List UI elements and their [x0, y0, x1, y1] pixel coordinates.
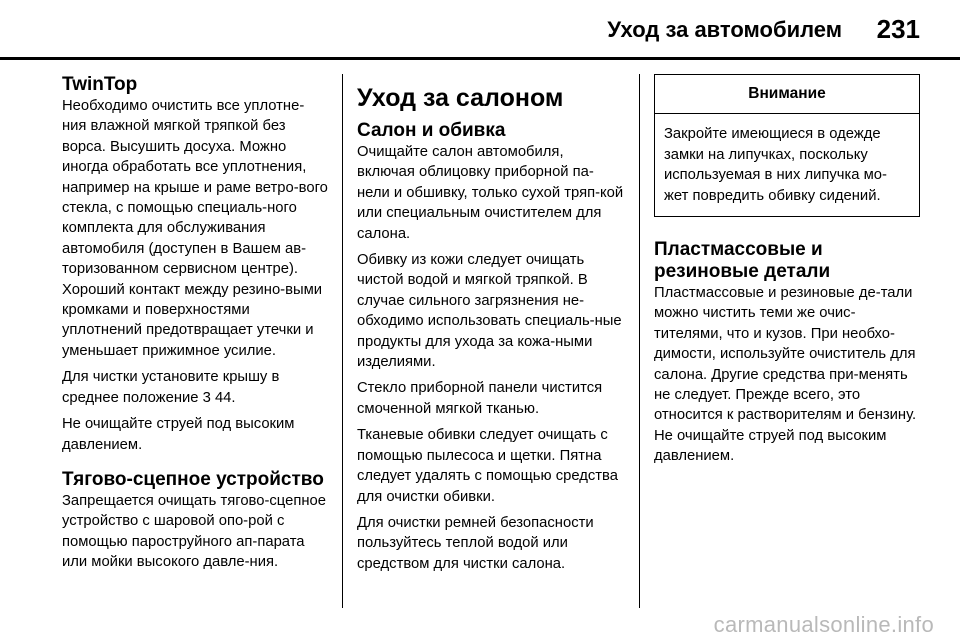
column-left — [62, 74, 328, 579]
watermark: carmanualsonline.info — [713, 612, 934, 637]
paragraph-towbar: Запрещается очищать тягово-сцепное устройство с шаровой опо-рой с помощью пароструйного ап-парата или мойки высокого давле-ния. — [62, 492, 326, 571]
paragraph-roof-position — [62, 367, 328, 408]
section-heading-towbar: Тягово-сцепное устройство — [62, 468, 324, 490]
column-middle — [357, 84, 625, 580]
chapter-title: Уход за салоном — [357, 84, 564, 112]
page-number: 231 — [876, 14, 920, 44]
paragraph-seat-belts: Для очистки ремней безопасности пользуйтесь теплой водой или средством для чистки салона. — [357, 514, 594, 572]
paragraph-no-pressure-wash: Не очищайте струей под высоким давлением. — [62, 416, 295, 453]
paragraph-interior-cleaning: Очищайте салон автомобиля, включая облицовку приборной па-нели и обшивку, только сухой тряп-кой или специальным очистителем для салона. — [357, 144, 624, 242]
paragraph-instrument-glass: Стекло приборной панели чистится смоченной мягкой тканью. — [357, 380, 603, 417]
section-heading-plastic-rubber: Пластмассовые и резиновые детали — [654, 239, 831, 283]
notice-box — [654, 74, 920, 217]
column-divider-right — [639, 74, 640, 608]
paragraph-fabric: Тканевые обивки следует очищать с помощью пылесоса и щетки. Пятна следует удалять с помощью средства для очистки обивки. — [357, 427, 618, 505]
paragraph-plastic-rubber: Пластмассовые и резиновые де-тали можно чистить теми же очис-тителями, что и кузов. При необхо-димости, используйте очиститель для салона. Другие средства при-менять не следует. Прежде всего, это относится к растворителям и бензину. Не очищайте струей под высоким давлением. — [654, 285, 917, 465]
section-heading-interior: Салон и обивка — [357, 120, 506, 141]
paragraph-leather: Обивку из кожи следует очищать чистой водой и мягкой тряпкой. В случае сильного загрязнения не-обходимо использовать специаль-ные продукты для ухода за кожа-ными изделиями. — [357, 252, 622, 371]
page-reference-link[interactable]: 3 44. — [202, 389, 236, 406]
paragraph-twintop-seals: Необходимо очистить все уплотне-ния влажной мягкой тряпкой без ворса. Высушить досуха. Можно иногда обработать все уплотнения, например на крыше и раме ветро-вого стекла, с помощью специаль-ного комплекта для обслуживания автомобиля (доступен в Вашем ав-торизованном сервисном центре). Хороший контакт между резино-выми кромками и поверхностями уплотнений предотвращает утечки и уменьшает прижимное усилие. — [62, 98, 328, 359]
page-header — [0, 0, 960, 56]
column-right — [654, 74, 922, 473]
section-heading-twintop: TwinTop — [62, 74, 138, 95]
notice-title: Внимание — [655, 75, 919, 114]
header-title: Уход за автомобилем — [607, 17, 842, 42]
header-rule — [0, 57, 960, 60]
roof-position-text: Для чистки установите крышу в среднее положение — [62, 369, 280, 406]
notice-body: Закройте имеющиеся в одежде замки на липучках, поскольку используемая в них липучка мо-жет повредить обивку сидений. — [664, 126, 887, 204]
column-divider-left — [342, 74, 343, 608]
